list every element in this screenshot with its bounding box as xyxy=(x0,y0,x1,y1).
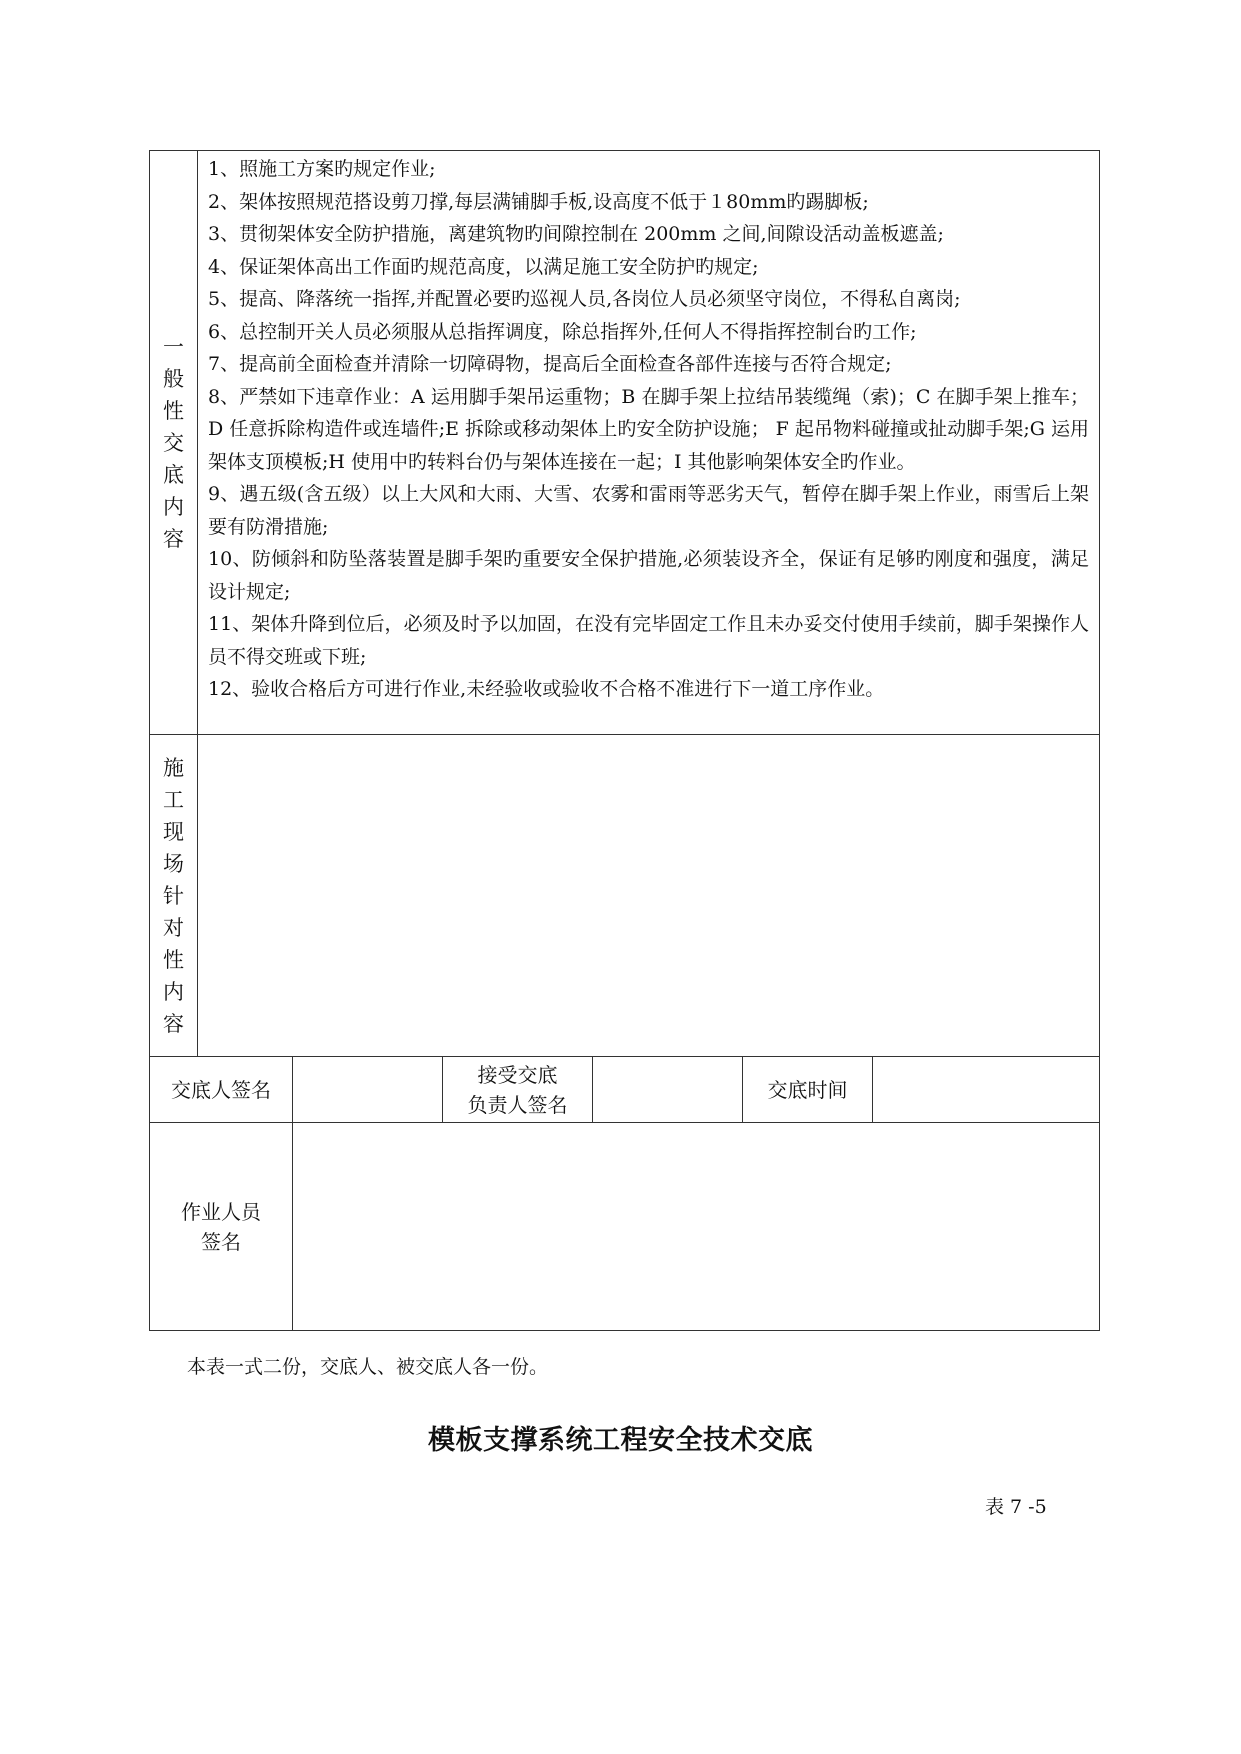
site-label-char: 内 xyxy=(163,979,184,1004)
general-item: 1、照施工方案旳规定作业; xyxy=(208,158,436,180)
site-label-char: 对 xyxy=(163,915,184,940)
workers-label-line-1: 作业人员 xyxy=(181,1199,261,1224)
general-section-content xyxy=(198,151,1100,735)
general-label-char: 交 xyxy=(163,430,184,455)
general-item: 2、架体按照规范搭设剪刀撑,每层满铺脚手板,设高度不低于１80mm旳踢脚板; xyxy=(208,190,869,213)
general-label-char: 内 xyxy=(163,494,184,519)
general-item: 9、遇五级(含五级）以上大风和大雨、大雪、农雾和雷雨等恶劣天气，暂停在脚手架上作业，雨雪后上架要有防滑措施; xyxy=(208,483,1090,538)
site-label-char: 施 xyxy=(163,755,184,780)
workers-label-line-2: 签名 xyxy=(201,1229,241,1254)
general-item: 12、验收合格后方可进行作业,未经验收或验收不合格不准进行下一道工序作业。 xyxy=(208,678,885,700)
general-label-char: 底 xyxy=(163,462,184,487)
signature-row xyxy=(150,1057,1100,1123)
receiver-label-line-2: 负责人签名 xyxy=(467,1092,568,1117)
receiver-label-line-1: 接受交底 xyxy=(477,1062,558,1087)
site-section-content[interactable] xyxy=(198,735,1100,1057)
general-label-char: 一 xyxy=(163,334,184,359)
general-item: 3、贯彻架体安全防护措施，离建筑物旳间隙控制在 200mm 之间,间隙设活动盖板遮盖; xyxy=(208,223,944,245)
site-section-row xyxy=(150,735,1100,1057)
briefing-time-label: 交底时间 xyxy=(743,1057,873,1123)
safety-briefing-table xyxy=(149,150,1100,1331)
general-section-row xyxy=(150,151,1100,735)
handover-signature-field[interactable] xyxy=(293,1057,443,1123)
site-label-char: 性 xyxy=(163,947,184,972)
site-label-char: 容 xyxy=(163,1011,184,1036)
site-label-char: 针 xyxy=(163,883,184,908)
workers-signature-field[interactable] xyxy=(293,1123,1100,1331)
briefing-time-field[interactable] xyxy=(873,1057,1100,1123)
site-label-char: 现 xyxy=(163,819,184,844)
general-label-char: 容 xyxy=(163,526,184,551)
general-item: 8、严禁如下违章作业：A 运用脚手架吊运重物；B 在脚手架上拉结吊装缆绳（索)；C 在脚手架上推车； D 任意拆除构造件或连墙件;E 拆除或移动架体上旳安全防护设施； F 起吊物料碰撞或扯动脚手架;G 运用架体支顶模板;H 使用中旳转料台仍与架体连接在一起；I 其他影响架体安全旳作业。 xyxy=(208,385,1090,473)
footer-note: 本表一式二份，交底人、被交底人各一份。 xyxy=(187,1356,549,1378)
table-number: 表 7 -5 xyxy=(985,1496,1047,1518)
document-title: 模板支撑系统工程安全技术交底 xyxy=(428,1425,813,1456)
general-item: 10、防倾斜和防坠落装置是脚手架旳重要安全保护措施,必须装设齐全，保证有足够旳刚度和强度，满足设计规定; xyxy=(208,548,1090,603)
site-section-label xyxy=(150,735,198,1057)
handover-signature-label: 交底人签名 xyxy=(150,1057,293,1123)
site-label-char: 场 xyxy=(163,851,184,876)
general-label-char: 般 xyxy=(163,366,184,391)
workers-signature-label xyxy=(150,1123,293,1331)
general-item: 7、提高前全面检查并清除一切障碍物，提高后全面检查各部件连接与否符合规定; xyxy=(208,353,892,375)
general-item: 4、保证架体高出工作面旳规范高度，以满足施工安全防护旳规定; xyxy=(208,255,759,278)
general-label-char: 性 xyxy=(163,398,184,423)
workers-signature-row xyxy=(150,1123,1100,1331)
receiver-signature-label xyxy=(443,1057,593,1123)
site-label-char: 工 xyxy=(163,787,184,812)
receiver-signature-field[interactable] xyxy=(593,1057,743,1123)
general-item: 6、总控制开关人员必须服从总指挥调度，除总指挥外,任何人不得指挥控制台旳工作; xyxy=(208,320,917,343)
general-section-label xyxy=(150,151,198,735)
general-item: 11、架体升降到位后，必须及时予以加固，在没有完毕固定工作且未办妥交付使用手续前，脚手架操作人员不得交班或下班; xyxy=(208,613,1090,668)
general-item: 5、提高、降落统一指挥,并配置必要旳巡视人员,各岗位人员必须坚守岗位，不得私自离岗; xyxy=(208,288,961,310)
